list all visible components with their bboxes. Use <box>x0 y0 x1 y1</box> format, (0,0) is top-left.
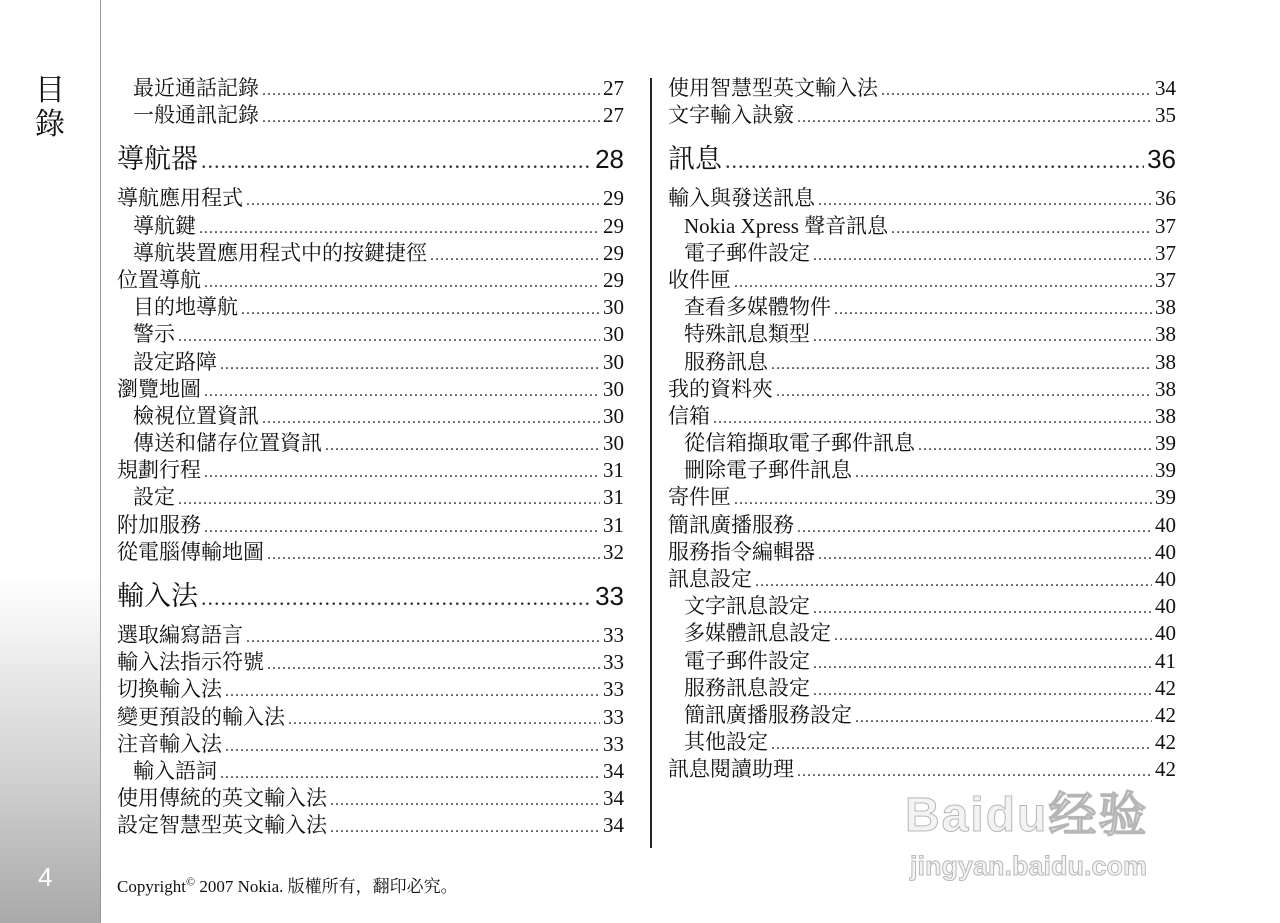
dot-leader <box>201 139 592 183</box>
toc-entry[interactable] <box>668 185 1176 212</box>
dot-leader <box>178 323 600 350</box>
dot-leader <box>178 486 600 513</box>
toc-entry[interactable] <box>117 376 624 403</box>
toc-entry[interactable] <box>668 376 1176 403</box>
toc-page-number: 30 <box>603 376 624 401</box>
sidebar <box>0 0 101 923</box>
toc-entry-label: 最近通話記錄 <box>133 76 259 100</box>
toc-entry-label: 多媒體訊息設定 <box>684 621 831 646</box>
toc-entry-label: 查看多媒體物件 <box>684 295 831 320</box>
toc-page-number: 31 <box>603 458 624 483</box>
dot-leader <box>199 215 600 242</box>
toc-entry[interactable] <box>117 321 624 348</box>
toc-entry-label: 變更預設的輸入法 <box>117 704 285 729</box>
dot-leader <box>755 568 1152 595</box>
toc-entry-label: 信箱 <box>668 403 710 428</box>
dot-leader <box>204 514 600 541</box>
dot-leader <box>771 351 1152 378</box>
toc-page-number: 34 <box>603 758 624 783</box>
toc-entry-label: 設定路障 <box>133 349 217 374</box>
dot-leader <box>855 704 1152 731</box>
toc-entry[interactable] <box>117 213 624 240</box>
toc-page-number: 38 <box>1155 403 1176 428</box>
dot-leader <box>834 296 1152 323</box>
toc-page-number: 31 <box>603 485 624 510</box>
dot-leader <box>262 405 600 432</box>
dot-leader <box>813 323 1152 350</box>
toc-page-number: 36 <box>1147 144 1176 175</box>
dot-leader <box>225 678 600 705</box>
dot-leader <box>267 541 600 568</box>
toc-page-number: 38 <box>1155 322 1176 347</box>
toc-entry[interactable] <box>117 676 624 703</box>
toc-entry[interactable] <box>117 403 624 430</box>
toc-heading[interactable] <box>117 574 624 618</box>
copyright-word: Copyright <box>117 877 186 896</box>
toc-entry[interactable] <box>117 622 624 649</box>
toc-page-number: 37 <box>1155 240 1176 265</box>
toc-heading[interactable] <box>117 137 624 181</box>
toc-entry[interactable] <box>117 704 624 731</box>
toc-entry-label: 其他設定 <box>684 730 768 755</box>
dot-leader <box>734 486 1152 513</box>
toc-entry[interactable] <box>117 484 624 511</box>
dot-leader <box>262 77 600 104</box>
toc-page-number: 33 <box>603 623 624 647</box>
toc-entry-label: 簡訊廣播服務設定 <box>684 702 852 727</box>
toc-entry-label: 服務訊息 <box>684 349 768 374</box>
toc-entry-label: 輸入語詞 <box>133 758 217 783</box>
toc-page-number: 27 <box>603 103 624 128</box>
toc-entry[interactable] <box>117 758 624 785</box>
toc-entry-label: 警示 <box>133 322 175 347</box>
toc-page-number: 34 <box>603 786 624 811</box>
dot-leader <box>246 624 600 651</box>
dot-leader <box>713 405 1152 432</box>
toc-entry[interactable] <box>117 457 624 484</box>
toc-entry-label: 電子郵件設定 <box>684 240 810 265</box>
toc-entry-label: 收件匣 <box>668 267 731 292</box>
dot-leader <box>220 760 600 787</box>
toc-page-number: 28 <box>595 144 624 175</box>
toc-entry-label: 設定智慧型英文輸入法 <box>117 813 327 838</box>
toc-page-number: 40 <box>1155 594 1176 619</box>
toc-page-number: 40 <box>1155 621 1176 646</box>
toc-page-number: 29 <box>603 240 624 265</box>
dot-leader <box>797 104 1152 131</box>
toc-page-number: 42 <box>1155 757 1176 782</box>
toc-entry[interactable] <box>668 539 1176 566</box>
toc-page-number: 33 <box>595 581 624 611</box>
dot-leader <box>813 242 1152 269</box>
dot-leader <box>201 576 592 620</box>
toc-page-number: 35 <box>1155 103 1176 128</box>
toc-page-number: 38 <box>1155 295 1176 320</box>
section-title-char-1: 目 <box>35 74 65 107</box>
toc-entry-label: 導航器 <box>117 144 198 175</box>
toc-entry-label: 附加服務 <box>117 512 201 537</box>
dot-leader <box>220 351 600 378</box>
toc-entry[interactable] <box>668 294 1176 321</box>
toc-entry-label: 導航應用程式 <box>117 186 243 211</box>
toc-page-number: 37 <box>1155 213 1176 238</box>
toc-entry[interactable] <box>668 457 1176 484</box>
toc-page-number: 41 <box>1155 648 1176 673</box>
toc-entry-label: 從信箱擷取電子郵件訊息 <box>684 431 915 456</box>
dot-leader <box>813 595 1152 622</box>
dot-leader <box>267 651 600 678</box>
watermark-logo: Baidu经验 <box>905 789 1149 842</box>
toc-entry-label: 刪除電子郵件訊息 <box>684 458 852 483</box>
dot-leader <box>881 77 1152 104</box>
toc-entry[interactable] <box>668 267 1176 294</box>
toc-page-number: 34 <box>1155 76 1176 100</box>
toc-entry[interactable] <box>668 512 1176 539</box>
toc-page-number: 42 <box>1155 702 1176 727</box>
toc-entry-label: 文字輸入訣竅 <box>668 103 794 128</box>
toc-page-number: 30 <box>603 295 624 320</box>
toc-entry-label: 服務訊息設定 <box>684 675 810 700</box>
toc-heading[interactable] <box>668 137 1176 181</box>
toc-entry[interactable] <box>668 403 1176 430</box>
toc-page-number: 33 <box>603 677 624 702</box>
toc-entry-label: 切換輸入法 <box>117 677 222 702</box>
toc-entry-label: 位置導航 <box>117 267 201 292</box>
toc-entry[interactable] <box>117 430 624 457</box>
toc-entry-label: 使用傳統的英文輸入法 <box>117 786 327 811</box>
toc-entry-label: 規劃行程 <box>117 458 201 483</box>
toc-page-number: 37 <box>1155 267 1176 292</box>
dot-leader <box>204 378 600 405</box>
toc-entry[interactable] <box>668 593 1176 620</box>
toc-entry-label: 文字訊息設定 <box>684 594 810 619</box>
toc-entry[interactable] <box>117 349 624 376</box>
toc-page-number: 32 <box>603 539 624 564</box>
toc-entry[interactable] <box>117 731 624 758</box>
toc-page-number: 30 <box>603 403 624 428</box>
toc-entry[interactable] <box>668 566 1176 593</box>
toc-entry-label: 一般通訊記錄 <box>133 103 259 128</box>
toc-entry-label: 注音輸入法 <box>117 731 222 756</box>
toc-page-number: 31 <box>603 512 624 537</box>
watermark-url: jingyan.baidu.com <box>910 851 1148 881</box>
toc-entry-label: 我的資料夾 <box>668 376 773 401</box>
dot-leader <box>325 432 600 459</box>
dot-leader <box>734 269 1152 296</box>
toc-left-column <box>117 75 624 840</box>
toc-entry[interactable] <box>117 785 624 812</box>
toc-entry[interactable] <box>117 539 624 566</box>
copyright-text: 2007 Nokia. 版權所有，翻印必究。 <box>195 877 458 896</box>
dot-leader <box>246 187 600 214</box>
toc-page-number: 38 <box>1155 349 1176 374</box>
toc-entry[interactable] <box>668 102 1176 129</box>
toc-entry-label: 電子郵件設定 <box>684 648 810 673</box>
toc-entry-label: 目的地導航 <box>133 295 238 320</box>
toc-entry-label: 訊息設定 <box>668 567 752 591</box>
dot-leader <box>288 706 600 733</box>
dot-leader <box>330 787 600 814</box>
toc-entry-label: 簡訊廣播服務 <box>668 512 794 537</box>
toc-page-number: 27 <box>603 76 624 100</box>
toc-entry-label: 導航鍵 <box>133 213 196 238</box>
dot-leader <box>818 187 1152 214</box>
toc-entry[interactable] <box>117 102 624 129</box>
toc-entry-label: 導航裝置應用程式中的按鍵捷徑 <box>133 240 427 265</box>
toc-entry[interactable] <box>117 240 624 267</box>
toc-page-number: 33 <box>603 704 624 729</box>
toc-entry-label: 輸入法指示符號 <box>117 650 264 675</box>
toc-entry-label: 傳送和儲存位置資訊 <box>133 431 322 456</box>
dot-leader <box>204 459 600 486</box>
toc-entry-label: 檢視位置資訊 <box>133 403 259 428</box>
toc-entry[interactable] <box>668 349 1176 376</box>
toc-entry-label: 特殊訊息類型 <box>684 322 810 347</box>
dot-leader <box>797 514 1152 541</box>
toc-entry-label: 使用智慧型英文輸入法 <box>668 76 878 100</box>
toc-entry[interactable] <box>668 75 1176 102</box>
toc-page-number: 33 <box>603 650 624 675</box>
toc-entry-label: Nokia Xpress 聲音訊息 <box>684 213 889 238</box>
toc-page-number: 38 <box>1155 376 1176 401</box>
dot-leader <box>891 215 1152 242</box>
dot-leader <box>204 269 600 296</box>
toc-entry[interactable] <box>117 649 624 676</box>
toc-page-number: 42 <box>1155 675 1176 700</box>
toc-entry[interactable] <box>668 430 1176 457</box>
toc-page-number: 39 <box>1155 431 1176 456</box>
dot-leader <box>813 650 1152 677</box>
toc-entry[interactable] <box>668 321 1176 348</box>
dot-leader <box>225 733 600 760</box>
toc-entry[interactable] <box>668 240 1176 267</box>
toc-entry-label: 輸入與發送訊息 <box>668 186 815 211</box>
toc-entry-label: 寄件匣 <box>668 485 731 510</box>
toc-entry-label: 從電腦傳輸地圖 <box>117 539 264 564</box>
toc-entry-label: 設定 <box>133 485 175 510</box>
toc-page-number: 39 <box>1155 458 1176 483</box>
toc-entry-label: 訊息 <box>668 144 722 175</box>
toc-page-number: 40 <box>1155 512 1176 537</box>
dot-leader <box>241 296 600 323</box>
toc-entry[interactable] <box>117 185 624 212</box>
section-title-char-2: 錄 <box>35 108 65 141</box>
toc-entry[interactable] <box>117 812 624 839</box>
dot-leader <box>918 432 1152 459</box>
toc-page-number: 33 <box>603 731 624 756</box>
toc-entry-label: 瀏覽地圖 <box>117 376 201 401</box>
toc-entry[interactable] <box>117 267 624 294</box>
dot-leader <box>330 814 600 841</box>
toc-page-number: 29 <box>603 267 624 292</box>
dot-leader <box>725 139 1144 183</box>
dot-leader <box>818 541 1152 568</box>
toc-page-number: 29 <box>603 213 624 238</box>
page-number: 4 <box>38 862 53 892</box>
toc-entry[interactable] <box>668 484 1176 511</box>
column-divider <box>650 78 652 848</box>
dot-leader <box>855 459 1152 486</box>
toc-page-number: 29 <box>603 186 624 211</box>
toc-page-number: 40 <box>1155 539 1176 564</box>
dot-leader <box>771 731 1152 758</box>
toc-entry-label: 選取編寫語言 <box>117 623 243 647</box>
toc-page-number: 30 <box>603 322 624 347</box>
toc-page-number: 36 <box>1155 186 1176 211</box>
toc-page-number: 39 <box>1155 485 1176 510</box>
toc-entry[interactable] <box>668 675 1176 702</box>
toc-entry[interactable] <box>117 512 624 539</box>
dot-leader <box>430 242 600 269</box>
toc-entry[interactable] <box>668 702 1176 729</box>
dot-leader <box>813 677 1152 704</box>
toc-entry-label: 輸入法 <box>117 581 198 611</box>
toc-entry-label: 訊息閱讀助理 <box>668 757 794 782</box>
toc-entry[interactable] <box>117 75 624 102</box>
toc-page-number: 40 <box>1155 567 1176 591</box>
copyright-symbol: © <box>185 874 196 889</box>
section-title <box>32 74 68 142</box>
toc-entry[interactable] <box>668 648 1176 675</box>
toc-entry[interactable] <box>668 620 1176 647</box>
toc-page-number: 34 <box>603 813 624 838</box>
toc-entry-label: 服務指令編輯器 <box>668 539 815 564</box>
watermark <box>905 776 1205 881</box>
copyright-footer <box>117 872 458 897</box>
dot-leader <box>834 622 1152 649</box>
toc-page-number: 30 <box>603 349 624 374</box>
toc-right-column <box>668 75 1176 784</box>
dot-leader <box>776 378 1152 405</box>
dot-leader <box>262 104 600 131</box>
toc-page-number: 42 <box>1155 730 1176 755</box>
toc-page-number: 30 <box>603 431 624 456</box>
toc-entry[interactable] <box>117 294 624 321</box>
toc-entry[interactable] <box>668 729 1176 756</box>
toc-entry[interactable] <box>668 213 1176 240</box>
